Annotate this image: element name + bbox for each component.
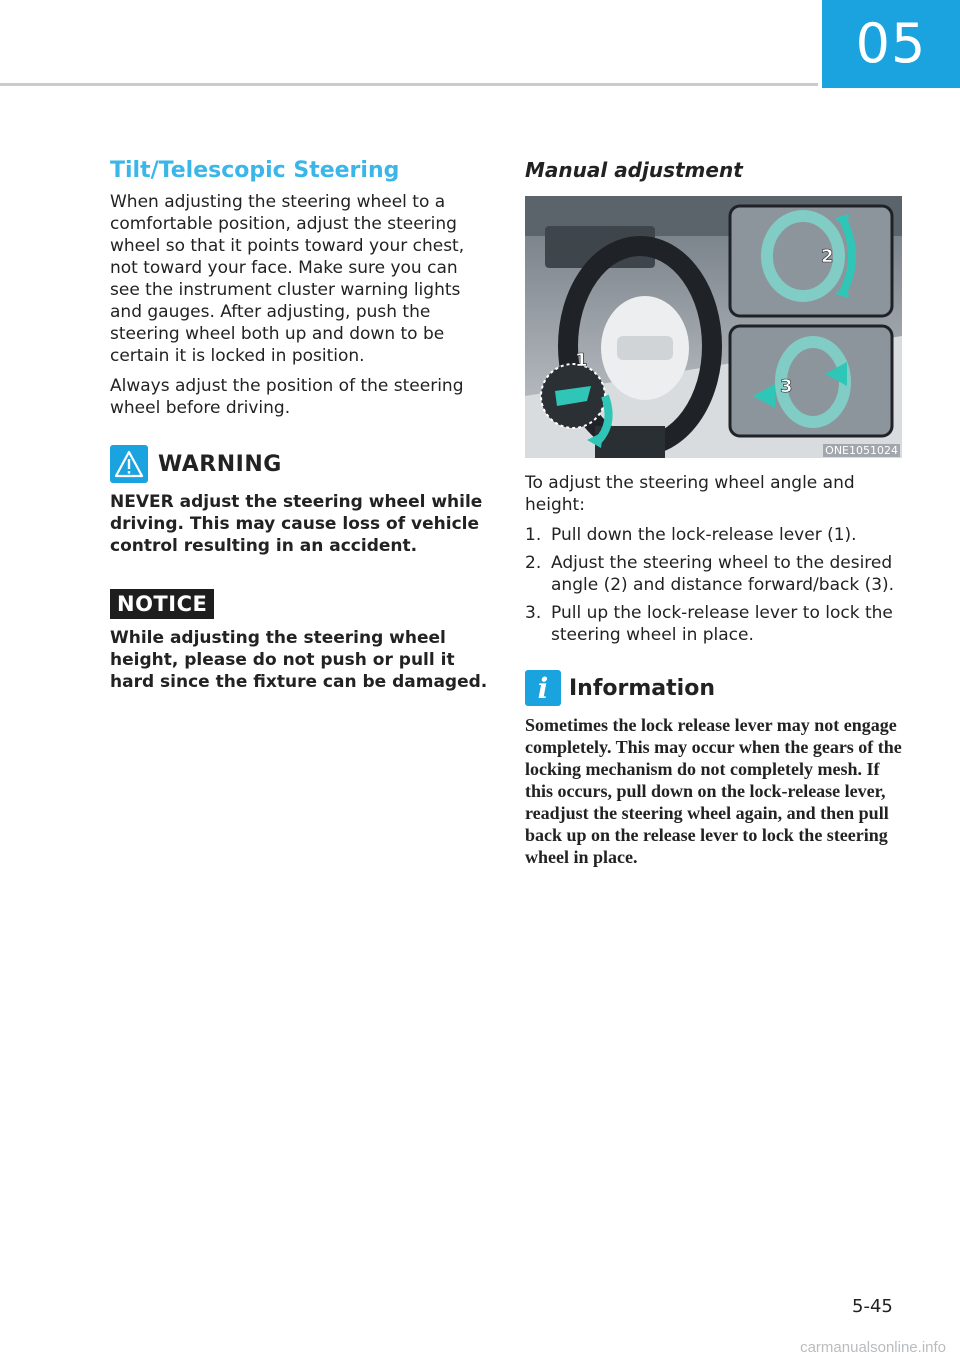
callout-2: 2 [821,246,834,267]
body-paragraph-2: Always adjust the position of the steering wheel before driving. [110,376,464,418]
warning-header [110,445,490,483]
step-item [525,602,902,646]
figure-code: ONE1051024 [825,444,898,457]
step-number: 1. [525,525,542,545]
warning-text: NEVER adjust the steering wheel while driving. This may cause loss of vehicle control resulting in an accident. [110,492,483,556]
left-column [110,158,490,693]
header-divider [0,83,818,86]
right-column [525,158,902,886]
information-text: Sometimes the lock release lever may not engage completely. This may occur when the gears of the locking mechanism do not completely mesh. If this occurs, pull down on the lock-release lever, readjust the steering wheel again, and then pull back up on the release lever to lock the steering wheel in place. [525,715,902,867]
notice-label: NOTICE [110,589,214,619]
step-text: Pull down the lock-release lever (1). [551,525,857,545]
information-icon: i [525,670,561,706]
body-paragraph-1: When adjusting the steering wheel to a comfortable position, adjust the steering wheel so that it points toward your chest, not toward your face. Make sure you can see the instrument cluster warning lights and gauges. After adjusting, push the steering wheel both up and down to be certain it is locked in position. [110,192,465,366]
intro-text: To adjust the steering wheel angle and height: [525,473,855,515]
step-item [525,524,902,546]
callout-1: 1 [575,350,588,371]
step-number: 3. [525,603,542,623]
watermark: carmanualsonline.info [800,1339,946,1356]
step-text: Adjust the steering wheel to the desired angle (2) and distance forward/back (3). [551,553,895,595]
subsection-title: Manual adjustment [525,158,743,182]
step-text: Pull up the lock-release lever to lock the steering wheel in place. [551,603,893,645]
page-number: 5-45 [852,1296,893,1317]
steering-adjustment-illustration [525,196,902,458]
steering-illustration-svg [525,196,902,458]
chapter-tab: 05 [822,0,960,88]
warning-title: WARNING [158,451,282,477]
step-item [525,552,902,596]
notice-text: While adjusting the steering wheel height, please do not push or pull it hard since the fixture can be damaged. [110,628,488,692]
section-title: Tilt/Telescopic Steering [110,158,400,183]
callout-3: 3 [780,376,793,397]
warning-triangle-icon [110,445,148,483]
information-title: Information [569,675,715,701]
step-number: 2. [525,553,542,573]
information-header [525,670,902,706]
